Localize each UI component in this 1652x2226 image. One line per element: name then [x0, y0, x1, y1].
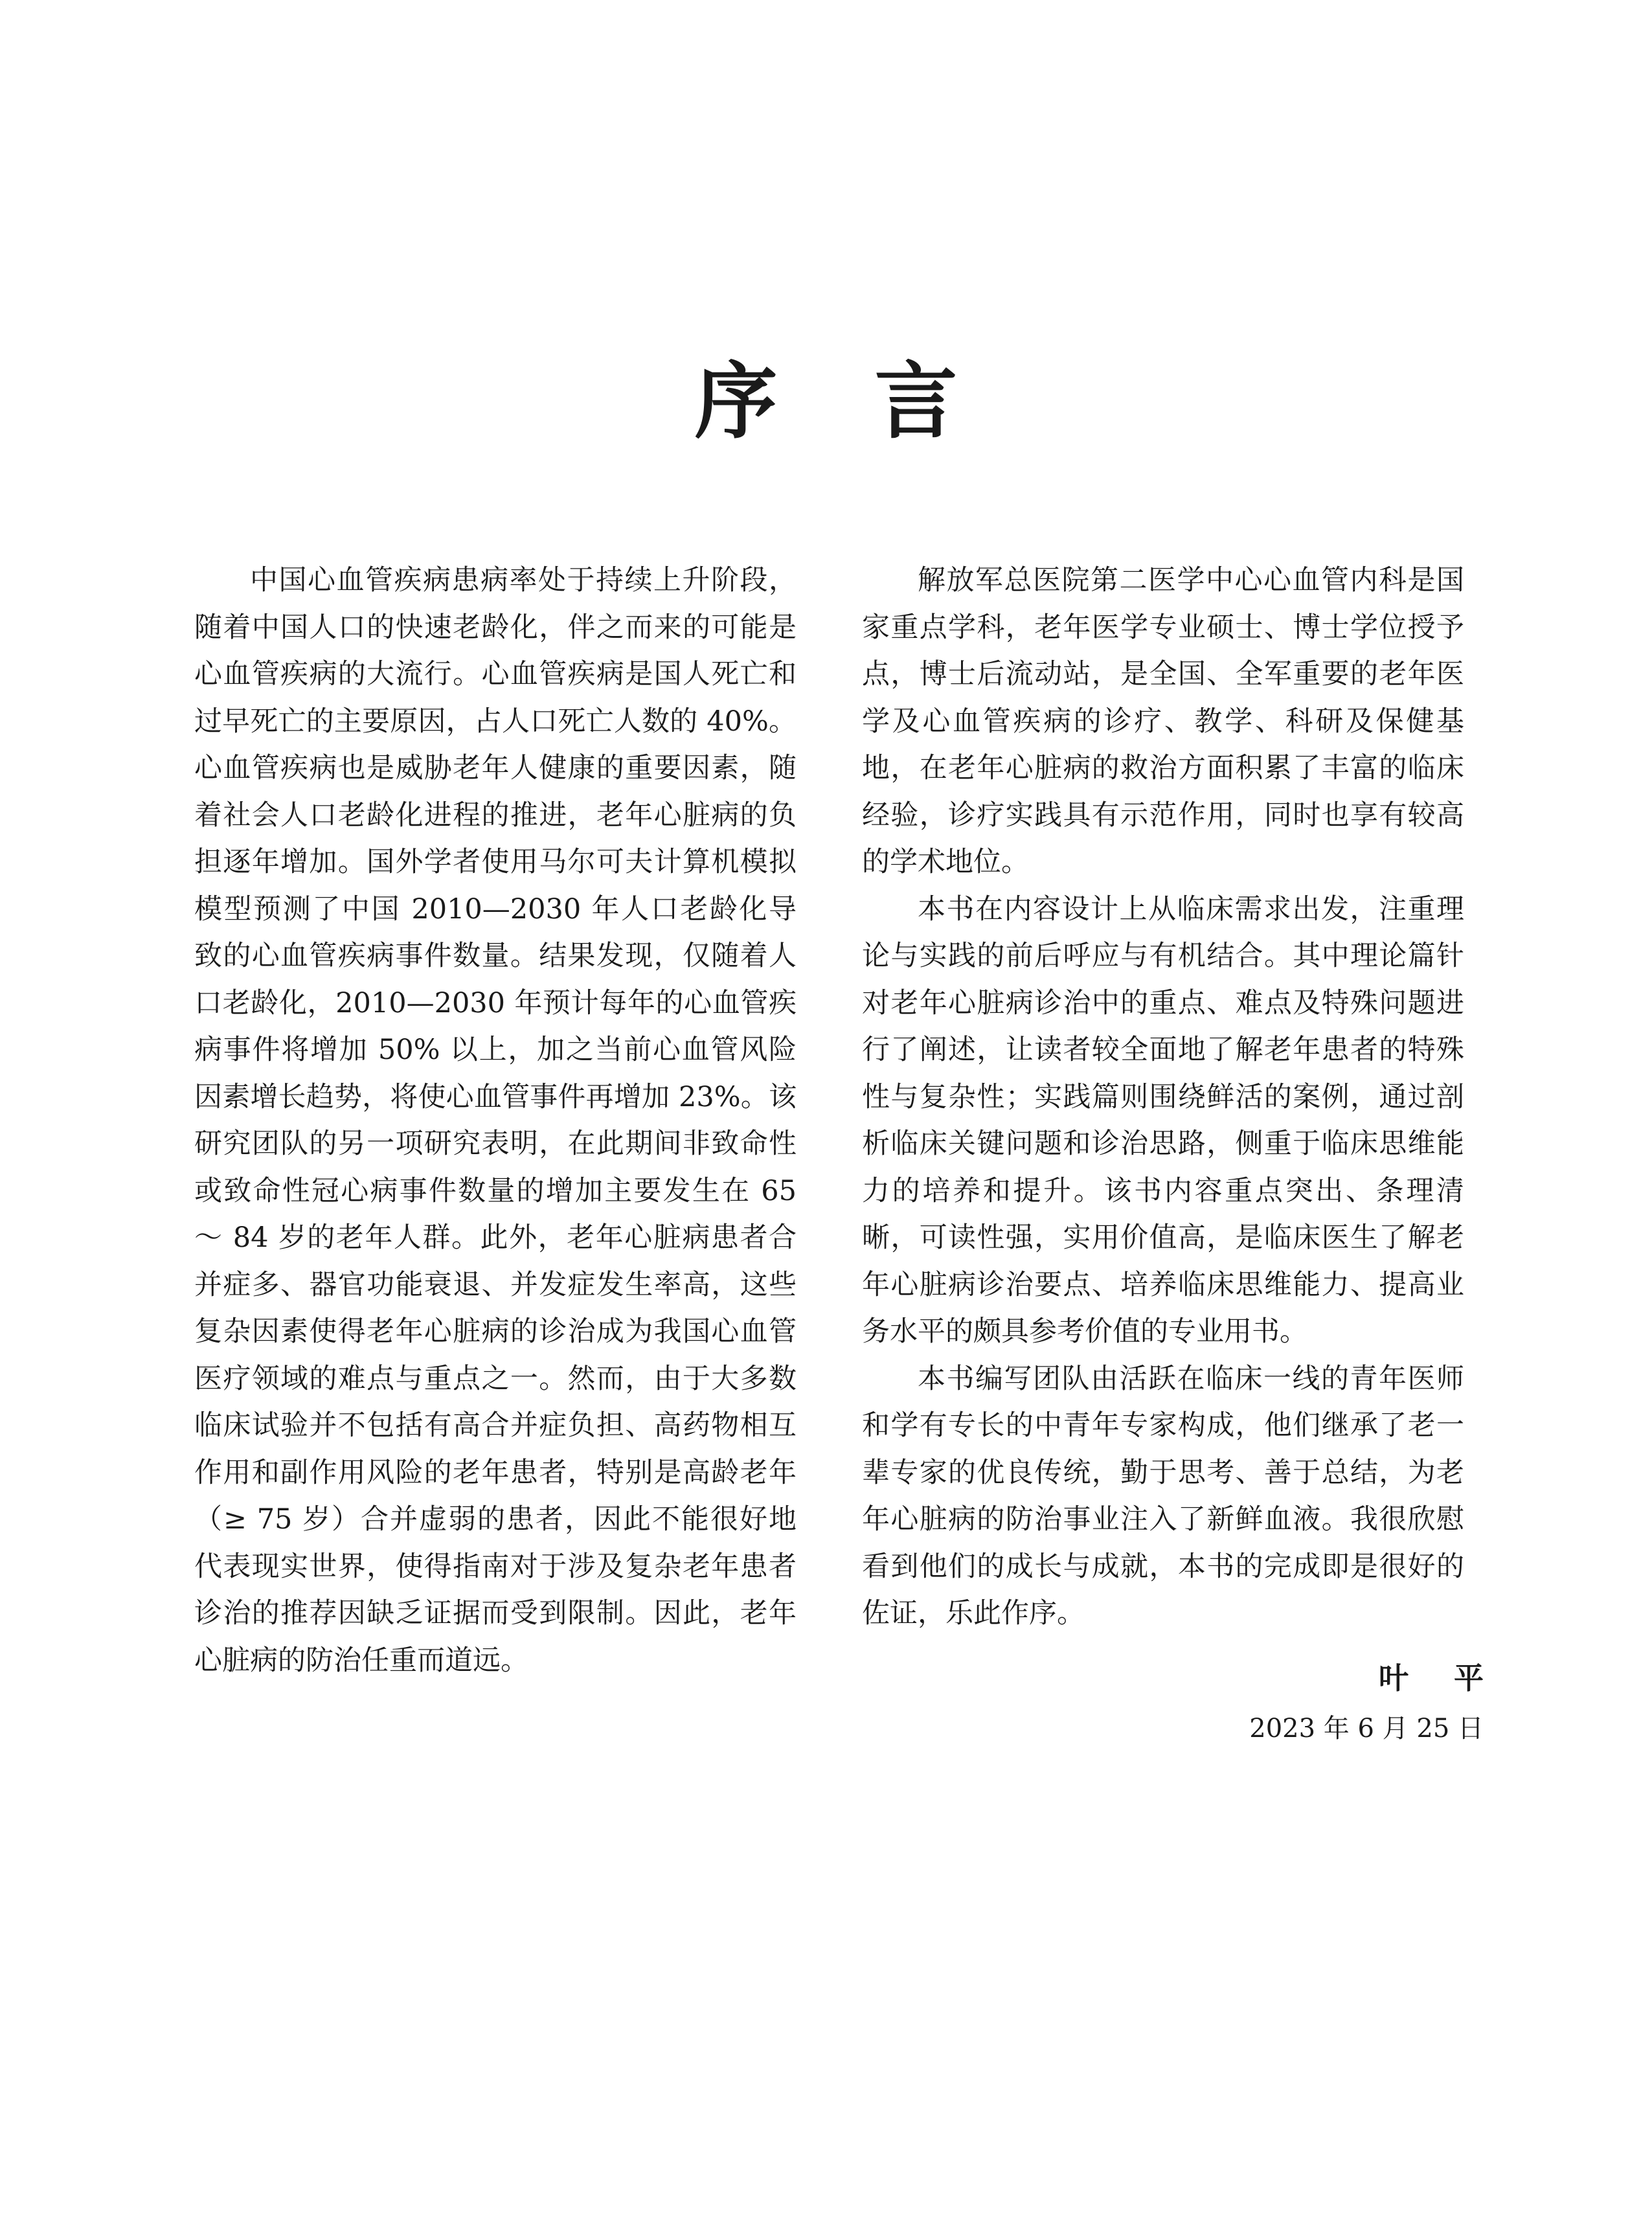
signature-block: [1249, 1655, 1529, 1752]
signature-date: 2023 年 6 月 25 日: [1249, 1714, 1484, 1743]
paragraph: 中国心血管疾病患病率处于持续上升阶段，随着中国人口的快速老龄化，伴之而来的可能是心血管疾病的大流行。心血管疾病是国人死亡和过早死亡的主要原因，占人口死亡人数的 40%。心血管疾病也是威胁老年人健康的重要因素，随着社会人口老龄化进程的推进，老年心脏病的负担逐年增加。国外学者使用马尔可夫计算机模拟模型预测了中国 2010—2030 年人口老龄化导致的心血管疾病事件数量。结果发现，仅随着人口老龄化，2010—2030 年预计每年的心血管疾病事件将增加 50% 以上，加之当前心血管风险因素增长趋势，将使心血管事件再增加 23%。该研究团队的另一项研究表明，在此期间非致命性或致命性冠心病事件数量的增加主要发生在 65 ～ 84 岁的老年人群。此外，老年心脏病患者合并症多、器官功能衰退、并发症发生率高，这些复杂因素使得老年心脏病的诊治成为我国心血管医疗领域的难点与重点之一。然而，由于大多数临床试验并不包括有高合并症负担、高药物相互作用和副作用风险的老年患者，特别是高龄老年（≥ 75 岁）合并虚弱的患者，因此不能很好地代表现实世界，使得指南对于涉及复杂老年患者诊治的推荐因缺乏证据而受到限制。因此，老年心脏病的防治任重而道远。: [194, 564, 797, 1677]
paragraph: 解放军总医院第二医学中心心血管内科是国家重点学科，老年医学专业硕士、博士学位授予点，博士后流动站，是全国、全军重要的老年医学及心血管疾病的诊疗、教学、科研及保健基地，在老年心脏病的救治方面积累了丰富的临床经验，诊疗实践具有示范作用，同时也享有较高的学术地位。: [862, 564, 1464, 878]
left-column: [194, 557, 797, 1684]
page-title: 序言: [694, 353, 1055, 450]
paragraph: 本书编写团队由活跃在临床一线的青年医师和学有专长的中青年专家构成，他们继承了老一辈专家的优良传统，勤于思考、善于总结，为老年心脏病的防治事业注入了新鲜血液。我很欣慰看到他们的成长与成就，本书的完成即是很好的佐证，乐此作序。: [862, 1362, 1464, 1630]
right-column: [862, 557, 1464, 1637]
paragraph: 本书在内容设计上从临床需求出发，注重理论与实践的前后呼应与有机结合。其中理论篇针对老年心脏病诊治中的重点、难点及特殊问题进行了阐述，让读者较全面地了解老年患者的特殊性与复杂性；实践篇则围绕鲜活的案例，通过剖析临床关键问题和诊治思路，侧重于临床思维能力的培养和提升。该书内容重点突出、条理清晰，可读性强，实用价值高，是临床医生了解老年心脏病诊治要点、培养临床思维能力、提高业务水平的颇具参考价值的专业用书。: [862, 892, 1464, 1348]
author-name: 叶平: [1379, 1661, 1529, 1696]
